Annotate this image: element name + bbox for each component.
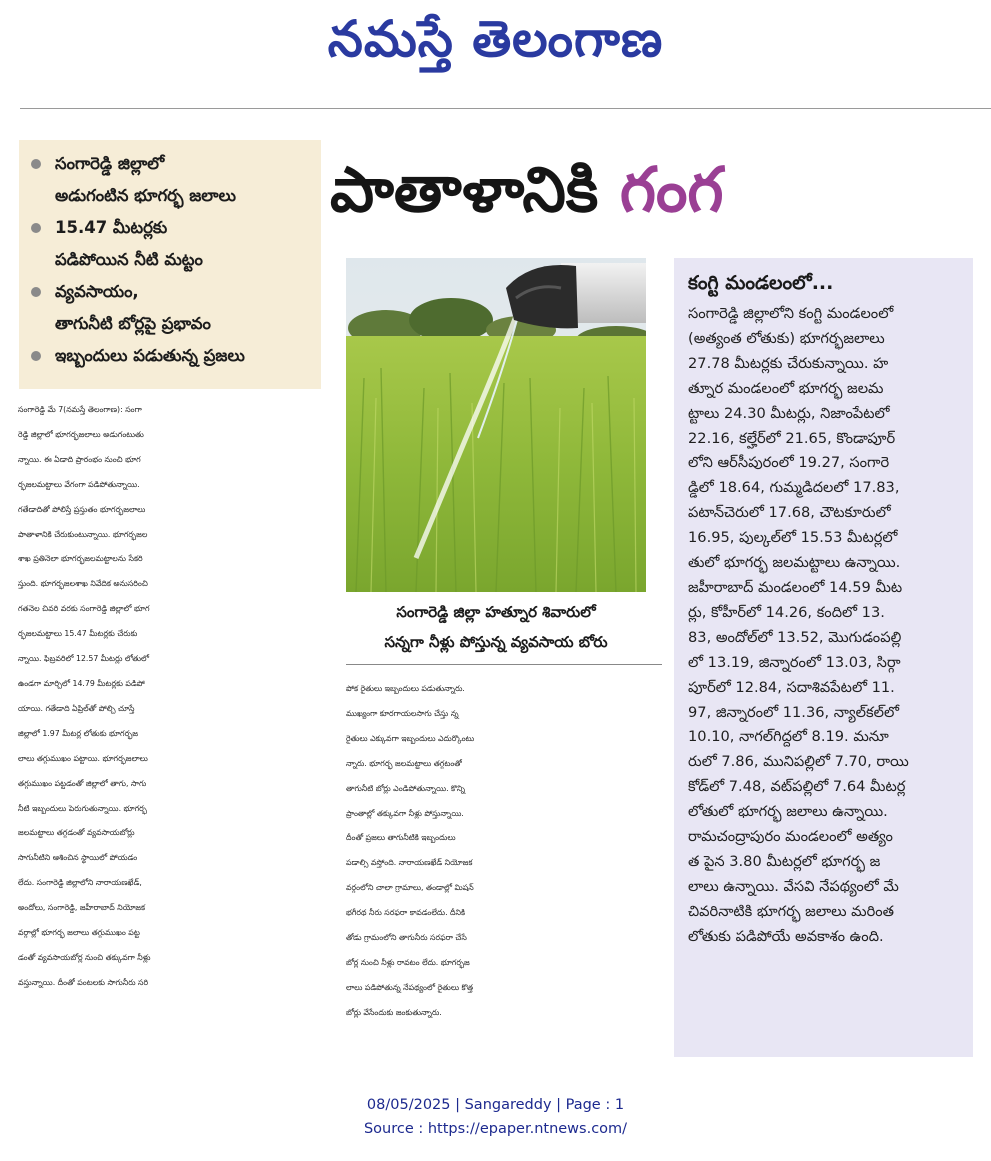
text-line: లోతుకు పడిపోయే అవకాశం ఉంది. (688, 927, 884, 945)
highlight-text (55, 276, 211, 340)
text-line: 97, జిన్నారంలో 11.36, న్యాల్‌కల్‌లో (688, 703, 899, 721)
text-line: 10.10, నాగల్‌గిద్దలో 8.19. మనూ (688, 728, 889, 746)
caption-line: సంగారెడ్డి జిల్లా హత్నూర శివారులో (396, 603, 596, 621)
text-line: న్నాయి. ఈ ఏడాది ప్రారంభం నుంచి భూగ (18, 454, 141, 464)
text-line: నీటి ఇబ్బందులు పెరుగుతున్నాయి. భూగర్భ (18, 803, 147, 813)
text-line: రులో 7.86, మునిపల్లిలో 7.70, రాయి (688, 753, 909, 771)
text-line: కోడ్‌లో 7.48, వట్‌పల్లిలో 7.64 మీటర్ల (688, 778, 906, 796)
text-line: యాయి. గతేడాది ఏప్రిల్‌తో పోల్చి చూస్తే (18, 703, 135, 713)
caption-divider (346, 664, 662, 665)
text-line: జలమట్టాలు తగ్గడంతో వ్యవసాయబోర్లు (18, 828, 135, 838)
text-line: న్నాయి. ఫిబ్రవరిలో 12.57 మీటర్లు లోతులో (18, 654, 150, 664)
text-line: 27.78 మీటర్లకు చేరుకున్నాయి. హ (688, 354, 889, 372)
text-line: పడాల్సి వస్తోంది. నారాయణఖేడ్ నియోజక (346, 858, 473, 868)
highlights-box (19, 140, 321, 389)
highlight-line: తాగునీటి బోర్లపై ప్రభావం (55, 314, 211, 333)
footer-dateline: 08/05/2025 | Sangareddy | Page : 1 (366, 1097, 625, 1113)
highlight-item (31, 212, 317, 276)
text-line: వర్గంలోని చాలా గ్రామాలు, తండాల్లో మిషన్ (346, 883, 474, 893)
text-line: గతేడాదితో పోలిస్తే ప్రస్తుతం భూగర్భజలాలు (18, 504, 146, 514)
masthead-title: నమస్తే తెలంగాణ (327, 10, 664, 68)
newspaper-masthead (0, 2, 991, 76)
headline-accent: గంగ (619, 153, 724, 226)
text-line: ప్రాంతాల్లో తక్కువగా నీళ్లు పోస్తున్నాయి. (346, 808, 464, 818)
text-line: లాలు ఉన్నాయి. వేసవి నేపథ్యంలో మే (688, 877, 899, 895)
sidebar-text (688, 302, 965, 950)
text-line: జిల్లాలో 1.97 మీటర్ల లోతుకు భూగర్భజ (18, 728, 139, 738)
text-line: రెడ్డి జిల్లాలో భూగర్భజలాలు అడుగంటుతు (18, 429, 144, 439)
bullet-icon (31, 351, 41, 361)
text-line: ర్లు, కోహీర్‌లో 14.26, కందిలో 13. (688, 603, 885, 621)
text-line: ర్భజలమట్టాలు 15.47 మీటర్లకు చేరుకు (18, 629, 138, 639)
text-line: లోతులో భూగర్భ జలాలు ఉన్నాయి. (688, 803, 888, 821)
text-line: ట్టాలు 24.30 మీటర్లు, నిజాంపేటలో (688, 404, 890, 422)
highlight-item (31, 340, 317, 372)
text-line: అందోలు, సంగారెడ్డి, జహీరాబాద్ నియోజక (18, 903, 146, 913)
text-line: వస్తున్నాయి. దీంతో పంటలకు సాగునీరు సరి (18, 977, 149, 987)
footer-source: Source : https://epaper.ntnews.com/ (363, 1121, 628, 1137)
highlight-item (31, 148, 317, 212)
highlight-text (55, 212, 203, 276)
highlight-text (55, 340, 245, 372)
highlight-line: ఇబ్బందులు పడుతున్న ప్రజలు (55, 346, 245, 365)
text-line: వర్గాల్లో భూగర్భ జలాలు తగ్గుముఖం పట్ట (18, 928, 140, 938)
photo-caption (346, 597, 646, 657)
text-line: డంతో వ్యవసాయబోర్ల నుంచి తక్కువగా నీళ్లు (18, 952, 151, 962)
text-line: తగ్గుముఖం పట్టడంతో జిల్లాలో తాగు, సాగు (18, 778, 147, 788)
text-line: తాగునీటి బోర్లు ఎండిపోతున్నాయి. కొన్ని (346, 783, 466, 793)
highlight-line: వ్యవసాయం, (55, 282, 139, 301)
text-line: స్తుంది. భూగర్భజలశాఖ నివేదిక అనుసరించి (18, 579, 148, 589)
text-line: బోర్లు వేసేందుకు జంకుతున్నారు. (346, 1007, 442, 1017)
text-line: 22.16, కల్హేర్‌లో 21.65, కొండాపూర్ (688, 429, 896, 447)
headline (330, 140, 985, 240)
text-line: సంగారెడ్డి మే 7(నమస్తే తెలంగాణ): సంగా (18, 405, 142, 414)
text-line: చివరినాటికి భూగర్భ జలాలు మరింత (688, 902, 894, 920)
text-line: జహీరాబాద్ మండలంలో 14.59 మీట (688, 578, 903, 596)
article-photo (346, 258, 646, 592)
text-line: దీంతో ప్రజలు తాగునీటికి ఇబ్బందులు (346, 833, 456, 843)
text-line: రామచంద్రాపురం మండలంలో అత్యం (688, 828, 893, 846)
text-line: తులో భూగర్భ జలమట్టాలు ఉన్నాయి. (688, 554, 901, 572)
text-line: పాతాళానికి చేరుకుంటున్నాయి. భూగర్భజల (18, 529, 148, 539)
text-line: (అత్యంత లోతుకు) భూగర్భజలాలు (688, 329, 885, 347)
text-line: పటాన్‌చెరులో 17.68, చౌటకూరులో (688, 504, 891, 522)
text-line: న్నారు. భూగర్భ జలమట్టాలు తగ్గటంతో (346, 758, 462, 768)
highlight-line: 15.47 మీటర్లకు (55, 218, 168, 237)
headline-main: పాతాళానికి (330, 153, 620, 226)
text-line: రైతులు ఎక్కువగా ఇబ్బందులు ఎదుర్కొంటు (346, 733, 475, 743)
text-line: తోడు గ్రామంలోని తాగునీరు సరఫరా చేసే (346, 933, 467, 943)
article-column-2 (346, 677, 662, 1026)
article-column-1 (18, 398, 323, 996)
text-line: 83, అందోల్‌లో 13.52, మొగుడంపల్లి (688, 628, 902, 646)
caption-line: సన్నగా నీళ్లు పోస్తున్న వ్యవసాయ బోరు (384, 633, 608, 651)
text-line: ర్భజలమట్టాలు వేగంగా పడిపోతున్నాయి. (18, 479, 140, 489)
sidebar-box (674, 258, 973, 1057)
text-line: భగీరథ నీరు సరఫరా కావడంలేదు. దీనికి (346, 908, 466, 918)
text-line: సంగారెడ్డి జిల్లాలోని కంగ్టి మండలంలో (688, 305, 894, 322)
text-line: లేదు. సంగారెడ్డి జిల్లాలోని నారాయణఖేడ్, (18, 878, 142, 888)
text-line: పూర్‌లో 12.84, సదాశివపేటలో 11. (688, 678, 895, 696)
text-line: త పైన 3.80 మీటర్లలో భూగర్భ జ (688, 852, 881, 870)
text-line: పోక రైతులు ఇబ్బందులు పడుతున్నారు. (346, 684, 465, 693)
text-line: త్నూర మండలంలో భూగర్భ జలమ (688, 379, 884, 397)
text-line: లాలు పడిపోతున్న నేపథ్యంలో రైతులు కొత్త (346, 982, 474, 992)
text-line: గతనెల చివరి వరకు సంగారెడ్డి జిల్లాలో భూగ (18, 604, 150, 614)
text-line: ముఖ్యంగా కూరగాయలసాగు చేస్తు న్న (346, 708, 459, 718)
highlight-line: అడుగంటిన భూగర్భ జలాలు (55, 186, 236, 205)
bullet-icon (31, 287, 41, 297)
text-line: లాలు తగ్గుముఖం పట్టాయి. భూగర్భజలాలు (18, 753, 148, 763)
text-line: సాగునీటిని ఆశించిన స్థాయిలో పోయడం (18, 853, 138, 863)
text-line: బోర్ల నుంచి నీళ్లు రావటం లేదు. భూగర్భజ (346, 957, 470, 967)
highlight-text (55, 148, 236, 212)
masthead-divider (20, 108, 991, 109)
bullet-icon (31, 223, 41, 233)
text-line: లో 13.19, జిన్నారంలో 13.03, సిర్గా (688, 653, 901, 671)
paddy-field-bore-photo (346, 258, 646, 592)
text-line: శాఖ ప్రతినెలా భూగర్భజలమట్టాలను సేకరి (18, 554, 143, 564)
sidebar-title: కంగ్టి మండలంలో... (688, 272, 834, 294)
highlight-line: సంగారెడ్డి జిల్లాలో (55, 154, 165, 173)
text-line: లోని ఆర్‌సీపురంలో 19.27, సంగారె (688, 454, 890, 472)
text-line: ఉండగా మార్చిలో 14.79 మీటర్లకు పడిపో (18, 678, 145, 688)
text-line: డ్డిలో 18.64, గుమ్మడిదలలో 17.83, (688, 479, 900, 497)
bullet-icon (31, 159, 41, 169)
text-line: 16.95, పుల్కల్‌లో 15.53 మీటర్లలో (688, 529, 898, 547)
highlight-line: పడిపోయిన నీటి మట్టం (55, 250, 203, 269)
highlight-item (31, 276, 317, 340)
